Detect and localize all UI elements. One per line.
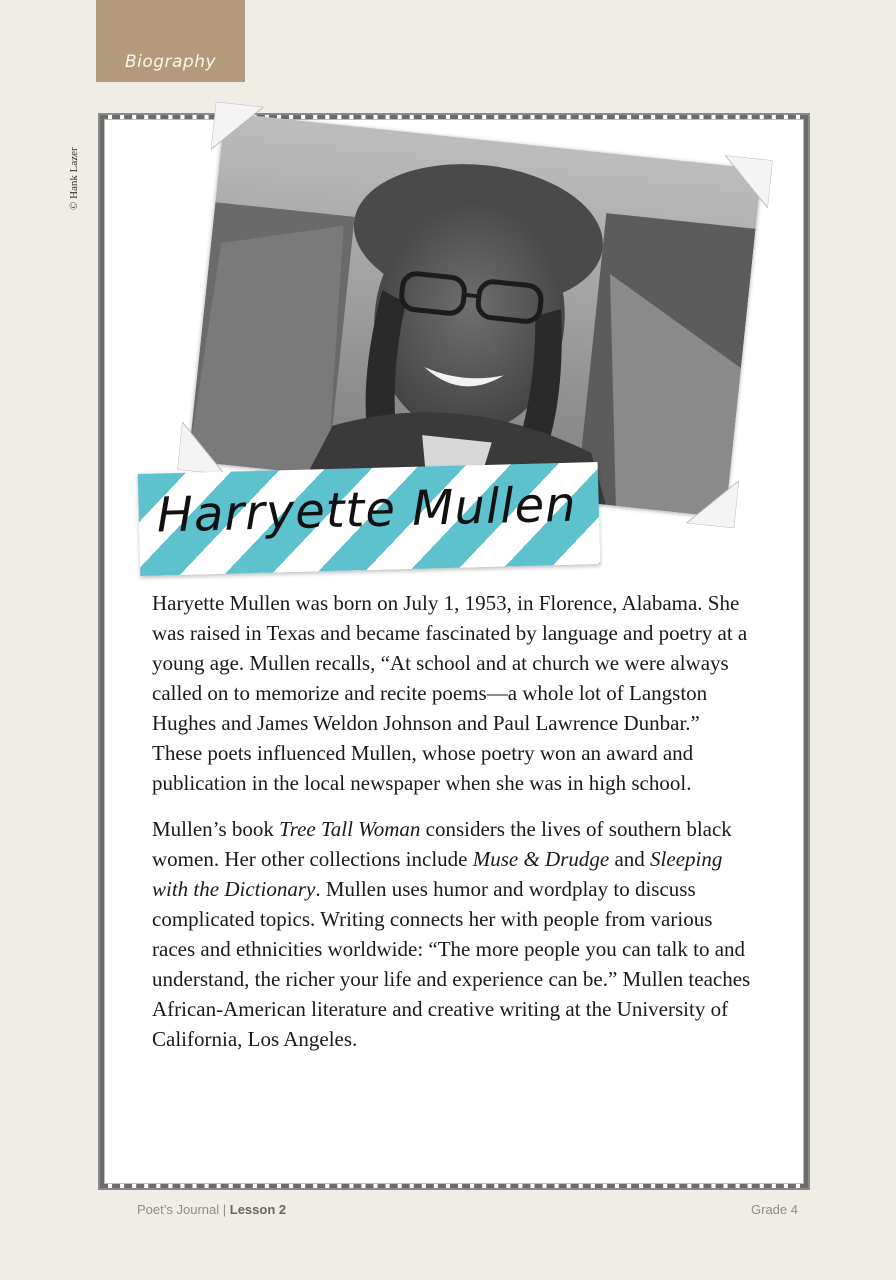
biography-text — [152, 588, 752, 1070]
footer-grade: Grade 4 — [751, 1202, 798, 1217]
p2-text-d: . Mullen uses humor and wordplay to discuss complicated topics. Writing connects her with people from various races and ethnicities worldwide: “The more people you can talk to and understand, the richer your life and experience can be.” Mullen teaches African-American literature and creative writing at the University of California, Los Angeles. — [152, 877, 751, 1051]
photo-credit-text: © Hank Lazer — [68, 147, 80, 210]
p2-text-a: Mullen’s book — [152, 817, 280, 841]
section-tab-label: Biography — [124, 52, 217, 72]
portrait-image — [188, 113, 762, 518]
biography-paragraph-2 — [152, 814, 752, 1054]
footer-journal-label: Poet’s Journal | — [137, 1202, 230, 1217]
photo-corner-bottom-right — [686, 476, 739, 529]
footer-journal — [137, 1202, 286, 1217]
book-title-tree-tall-woman: Tree Tall Woman — [279, 817, 421, 841]
photo-corner-top-right — [720, 155, 773, 208]
p2-text-c: and — [609, 847, 651, 871]
photo-corner-bottom-left — [177, 422, 230, 475]
section-tab — [96, 0, 245, 82]
book-title-muse-drudge: Muse & Drudge — [472, 847, 610, 871]
photo-corner-top-left — [211, 102, 264, 155]
p2-text-b: considers the lives of southern black women. Her other collections include — [152, 817, 732, 871]
biography-paragraph-1: Haryette Mullen was born on July 1, 1953, in Florence, Alabama. She was raised in Texas and became fascinated by language and poetry at a young age. Mullen recalls, “At school and at church we were always called on to memorize and recite poems—a whole lot of Langston Hughes and James Weldon Johnson and Paul Lawrence Dunbar.” These poets influenced Mullen, whose poetry won an award and publication in the local newspaper when she was in high school. — [152, 591, 748, 795]
photo-credit — [66, 122, 82, 212]
poet-name: Harryette Mullen — [156, 476, 578, 544]
book-title-sleeping-dictionary: Sleeping with the Dictionary — [152, 847, 723, 901]
portrait-photo — [188, 113, 762, 518]
footer-lesson-label: Lesson 2 — [229, 1202, 287, 1217]
name-banner — [138, 462, 601, 576]
